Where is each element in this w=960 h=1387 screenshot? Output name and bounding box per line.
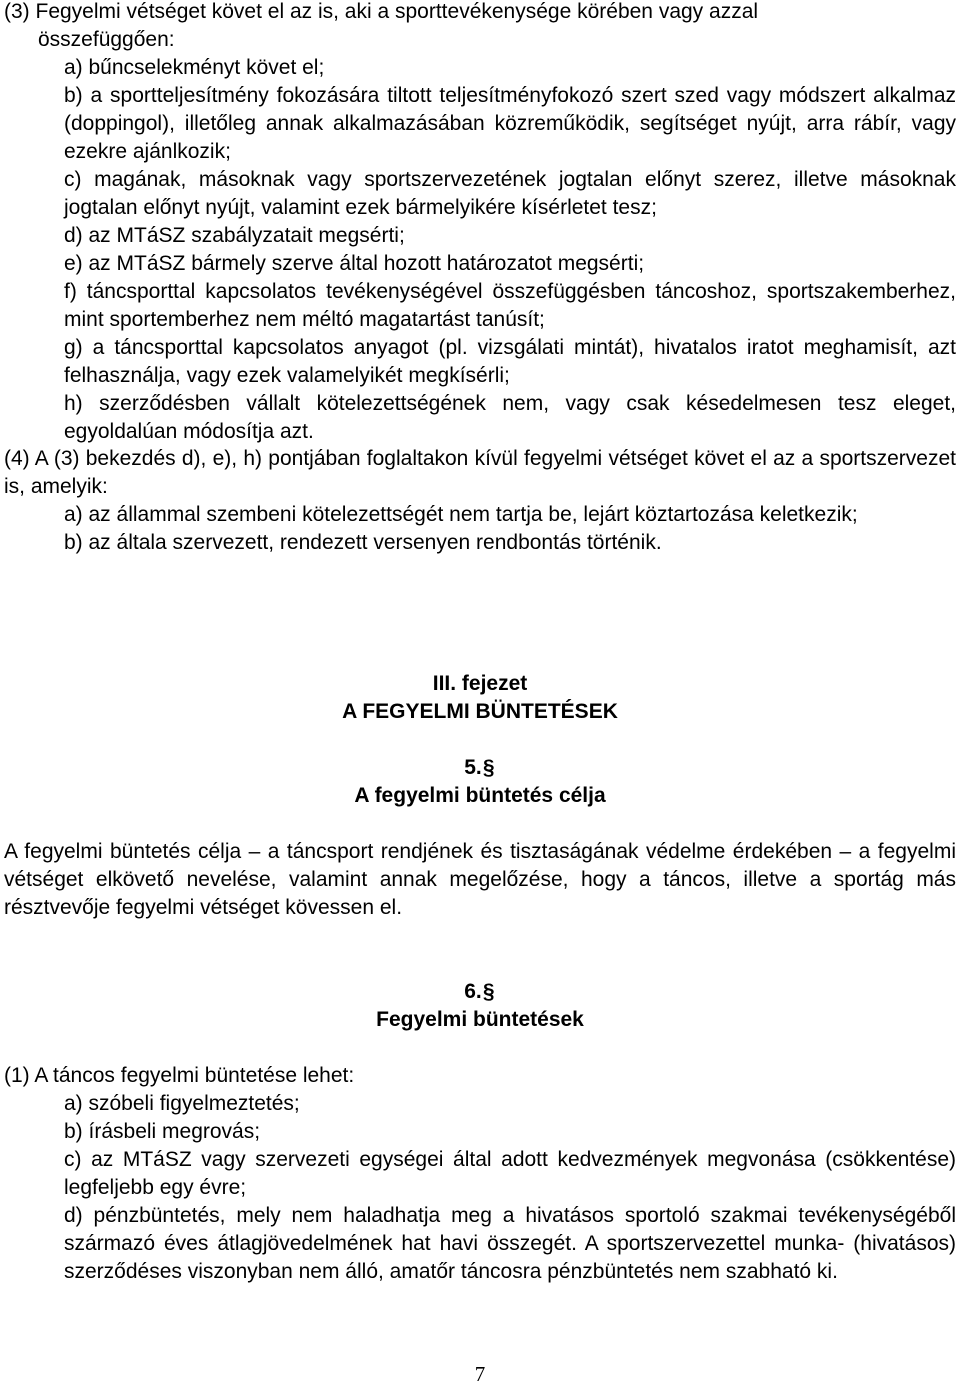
list-item: c) az MTáSZ vagy szervezeti egységei által adott kedvezmények megvonása (csökkentése) legfeljebb egy évre; bbox=[64, 1148, 956, 1199]
list-item: a) bűncselekményt követ el; bbox=[64, 56, 325, 79]
section-6-title: Fegyelmi büntetések bbox=[376, 1008, 584, 1031]
paragraph-4-intro bbox=[4, 445, 956, 501]
section-6-intro-block bbox=[4, 1062, 956, 1090]
paragraph-3-intro-line2: összefüggően: bbox=[38, 28, 175, 51]
list-item: a) szóbeli figyelmeztetés; bbox=[64, 1092, 300, 1115]
section-5-title: A fegyelmi büntetés célja bbox=[354, 784, 606, 807]
list-item: c) magának, másoknak vagy sportszervezetének jogtalan előnyt szerez, illetve másoknak jogtalan előnyt nyújt, valamint ezek bármelyikére kísérletet tesz; bbox=[64, 168, 956, 219]
section-6-number: 6. bbox=[464, 980, 482, 1003]
section-6-intro: (1) A táncos fegyelmi büntetése lehet: bbox=[4, 1064, 355, 1087]
list-item: b) az általa szervezett, rendezett versenyen rendbontás történik. bbox=[64, 531, 662, 554]
section-5-text: A fegyelmi büntetés célja – a táncsport rendjének és tisztaságának védelme érdekében – a fegyelmi vétséget elkövető nevelése, valamint annak megelőzése, hogy a táncos, illetve a sportág más résztvevője fegyelmi vétséget kövessen el. bbox=[4, 840, 956, 919]
section-symbol: § bbox=[482, 756, 495, 779]
chapter-title: A FEGYELMI BÜNTETÉSEK bbox=[342, 700, 618, 723]
list-item: d) az MTáSZ szabályzatait megsérti; bbox=[64, 224, 405, 247]
list-item: b) a sportteljesítmény fokozására tiltott teljesítményfokozó szert szed vagy módszert alkalmaz (doppingol), illetőleg annak alkalmazásában közreműködik, segítséget nyújt, arra rábír, vagy ezekre ajánlkozik; bbox=[64, 84, 956, 163]
list-item: e) az MTáSZ bármely szerve által hozott határozatot megsérti; bbox=[64, 252, 645, 275]
list-item: a) az állammal szembeni kötelezettségét nem tartja be, lejárt köztartozása keletkezik; bbox=[64, 503, 858, 526]
section-5-number: 5. bbox=[464, 756, 482, 779]
list-item: f) táncsporttal kapcsolatos tevékenységével összefüggésben táncoshoz, sportszakemberhez, mint sportemberhez nem méltó magatartást tanúsít; bbox=[64, 280, 956, 331]
page-number: 7 bbox=[474, 1362, 486, 1386]
paragraph-3-intro-cont bbox=[38, 26, 956, 54]
paragraph-4-text: (4) A (3) bekezdés d), e), h) pontjában foglaltakon kívül fegyelmi vétséget követ el az a sportszervezet is, amelyik: bbox=[4, 447, 956, 498]
list-item: g) a táncsporttal kapcsolatos anyagot (pl. vizsgálati mintát), hivatalos iratot meghamisít, azt felhasználja, vagy ezek valamelyikét megkísérli; bbox=[64, 336, 956, 387]
section-symbol: § bbox=[482, 980, 495, 1003]
section-6-heading bbox=[0, 978, 960, 1006]
section-5-heading bbox=[0, 754, 960, 782]
paragraph-3-intro-line1: (3) Fegyelmi vétséget követ el az is, aki a sporttevékenysége körében vagy azzal bbox=[4, 0, 759, 23]
paragraph-3-intro bbox=[4, 0, 956, 26]
section-5-text-block bbox=[4, 838, 956, 922]
paragraph-3-list bbox=[64, 54, 956, 446]
paragraph-4-list bbox=[64, 501, 956, 557]
list-item: b) írásbeli megrovás; bbox=[64, 1120, 261, 1143]
list-item: h) szerződésben vállalt kötelezettségének nem, vagy csak késedelmesen tesz eleget, egyoldalúan módosítja azt. bbox=[64, 392, 956, 443]
chapter-number: III. fejezet bbox=[432, 672, 528, 695]
section-6-list bbox=[64, 1090, 956, 1286]
list-item: d) pénzbüntetés, mely nem haladhatja meg a hivatásos sportoló szakmai tevékenységéből származó éves átlagjövedelmének hat havi összegét. A sportszervezettel munka- (hivatásos) szerződéses viszonyban nem álló, amatőr táncosra pénzbüntetés nem szabható ki. bbox=[64, 1204, 956, 1283]
